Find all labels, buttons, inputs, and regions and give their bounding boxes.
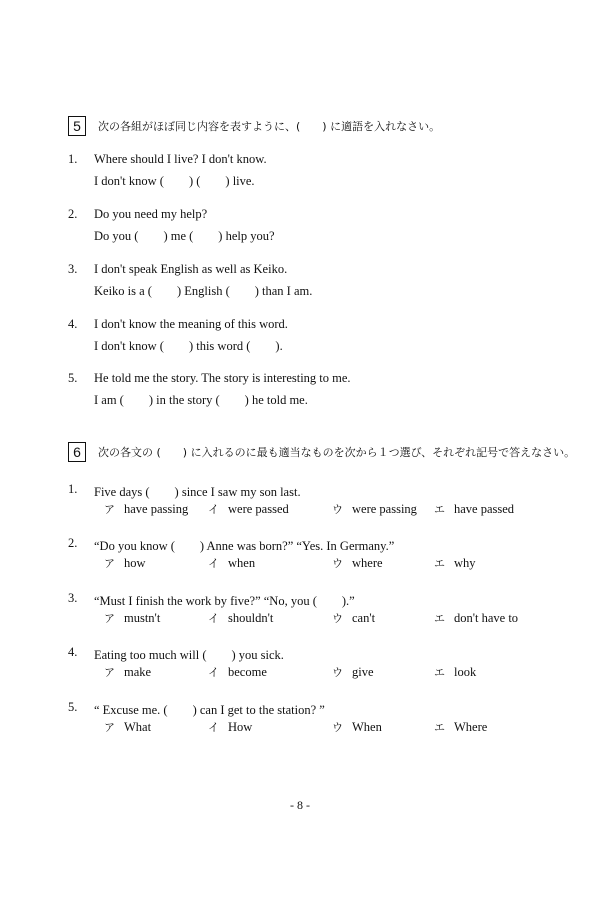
question-sentence: Five days ( ) since I saw my son last.: [94, 485, 301, 499]
question-sentence: Eating too much will ( ) you sick.: [94, 648, 284, 662]
choice-text: What: [124, 720, 152, 734]
rewrite-sentence: I don't know ( ) this word ( ).: [94, 339, 283, 353]
question-sentence: “Must I finish the work by five?” “No, you ( ).”: [94, 594, 355, 608]
section-number-box: 5: [68, 116, 86, 136]
section-instruction: 次の各組がほぼ同じ内容を表すように、( ) に適語を入れなさい。: [98, 120, 441, 133]
choice-mark: イ: [208, 721, 219, 734]
choice-text: when: [228, 556, 256, 570]
choice-i: [208, 719, 252, 735]
choice-mark: ウ: [332, 557, 343, 570]
choice-a: [104, 719, 151, 735]
choice-u: [332, 555, 383, 571]
choice-u: [332, 664, 374, 680]
question-sentence: I don't speak English as well as Keiko.: [94, 262, 288, 276]
choice-text: have passing: [124, 502, 189, 516]
choice-mark: イ: [208, 557, 219, 570]
choice-mark: エ: [434, 503, 445, 516]
choice-mark: イ: [208, 666, 219, 679]
answer-choices: [104, 501, 544, 517]
choice-mark: イ: [208, 612, 219, 625]
choice-text: were passed: [228, 502, 289, 516]
choice-e: [434, 719, 487, 735]
choice-e: [434, 664, 476, 680]
choice-mark: ウ: [332, 721, 343, 734]
choice-text: can't: [352, 611, 376, 625]
choice-i: [208, 664, 267, 680]
question-sentence: Do you need my help?: [94, 207, 208, 221]
section-number-box: 6: [68, 442, 86, 462]
choice-a: [104, 555, 146, 571]
question-number: 5.: [68, 700, 78, 714]
choice-text: give: [352, 665, 374, 679]
choice-u: [332, 501, 417, 517]
choice-mark: エ: [434, 666, 445, 679]
choice-mark: ア: [104, 503, 115, 516]
choice-text: mustn't: [124, 611, 161, 625]
choice-text: don't have to: [454, 611, 519, 625]
rewrite-sentence: Do you ( ) me ( ) help you?: [94, 229, 275, 243]
question-number: 3.: [68, 591, 78, 605]
choice-i: [208, 555, 255, 571]
section-header: [68, 442, 575, 462]
choice-a: [104, 664, 151, 680]
choice-e: [434, 501, 514, 517]
choice-mark: ア: [104, 612, 115, 625]
question-sentence: “Do you know ( ) Anne was born?” “Yes. In Germany.”: [94, 539, 395, 553]
answer-choices: [104, 719, 544, 735]
page-number: - 8 -: [290, 798, 310, 812]
choice-mark: エ: [434, 557, 445, 570]
question-number: 5.: [68, 371, 78, 385]
section-header: [68, 116, 440, 136]
question-number: 2.: [68, 207, 78, 221]
choice-u: [332, 610, 375, 626]
choice-text: where: [352, 556, 383, 570]
question-sentence: Where should I live? I don't know.: [94, 152, 267, 166]
choice-e: [434, 610, 518, 626]
choice-text: shouldn't: [228, 611, 274, 625]
choice-text: How: [228, 720, 253, 734]
choice-text: Where: [454, 720, 488, 734]
choice-a: [104, 610, 160, 626]
choice-i: [208, 501, 289, 517]
choice-text: have passed: [454, 502, 515, 516]
answer-choices: [104, 555, 544, 571]
question-number: 1.: [68, 482, 78, 496]
choice-i: [208, 610, 273, 626]
answer-choices: [104, 664, 544, 680]
choice-u: [332, 719, 382, 735]
choice-text: When: [352, 720, 382, 734]
choice-mark: ウ: [332, 503, 343, 516]
question-sentence: He told me the story. The story is interesting to me.: [94, 371, 351, 385]
rewrite-sentence: I am ( ) in the story ( ) he told me.: [94, 393, 308, 407]
rewrite-sentence: I don't know ( ) ( ) live.: [94, 174, 255, 188]
choice-text: look: [454, 665, 477, 679]
choice-mark: ア: [104, 557, 115, 570]
section-instruction: 次の各文の ( ) に入れるのに最も適当なものを次から１つ選び、それぞれ記号で答えなさい。: [98, 446, 576, 459]
question-number: 4.: [68, 645, 78, 659]
rewrite-sentence: Keiko is a ( ) English ( ) than I am.: [94, 284, 313, 298]
question-number: 2.: [68, 536, 78, 550]
choice-text: were passing: [352, 502, 417, 516]
question-number: 4.: [68, 317, 78, 331]
choice-mark: ア: [104, 666, 115, 679]
choice-text: make: [124, 665, 152, 679]
choice-mark: イ: [208, 503, 219, 516]
choice-mark: ウ: [332, 666, 343, 679]
choice-text: how: [124, 556, 146, 570]
choice-text: why: [454, 556, 476, 570]
choice-text: become: [228, 665, 267, 679]
question-number: 3.: [68, 262, 78, 276]
choice-mark: エ: [434, 721, 445, 734]
choice-mark: ウ: [332, 612, 343, 625]
question-sentence: “ Excuse me. ( ) can I get to the station? ”: [94, 703, 325, 717]
answer-choices: [104, 610, 544, 626]
choice-mark: エ: [434, 612, 445, 625]
choice-a: [104, 501, 188, 517]
choice-e: [434, 555, 476, 571]
choice-mark: ア: [104, 721, 115, 734]
question-number: 1.: [68, 152, 78, 166]
question-sentence: I don't know the meaning of this word.: [94, 317, 288, 331]
